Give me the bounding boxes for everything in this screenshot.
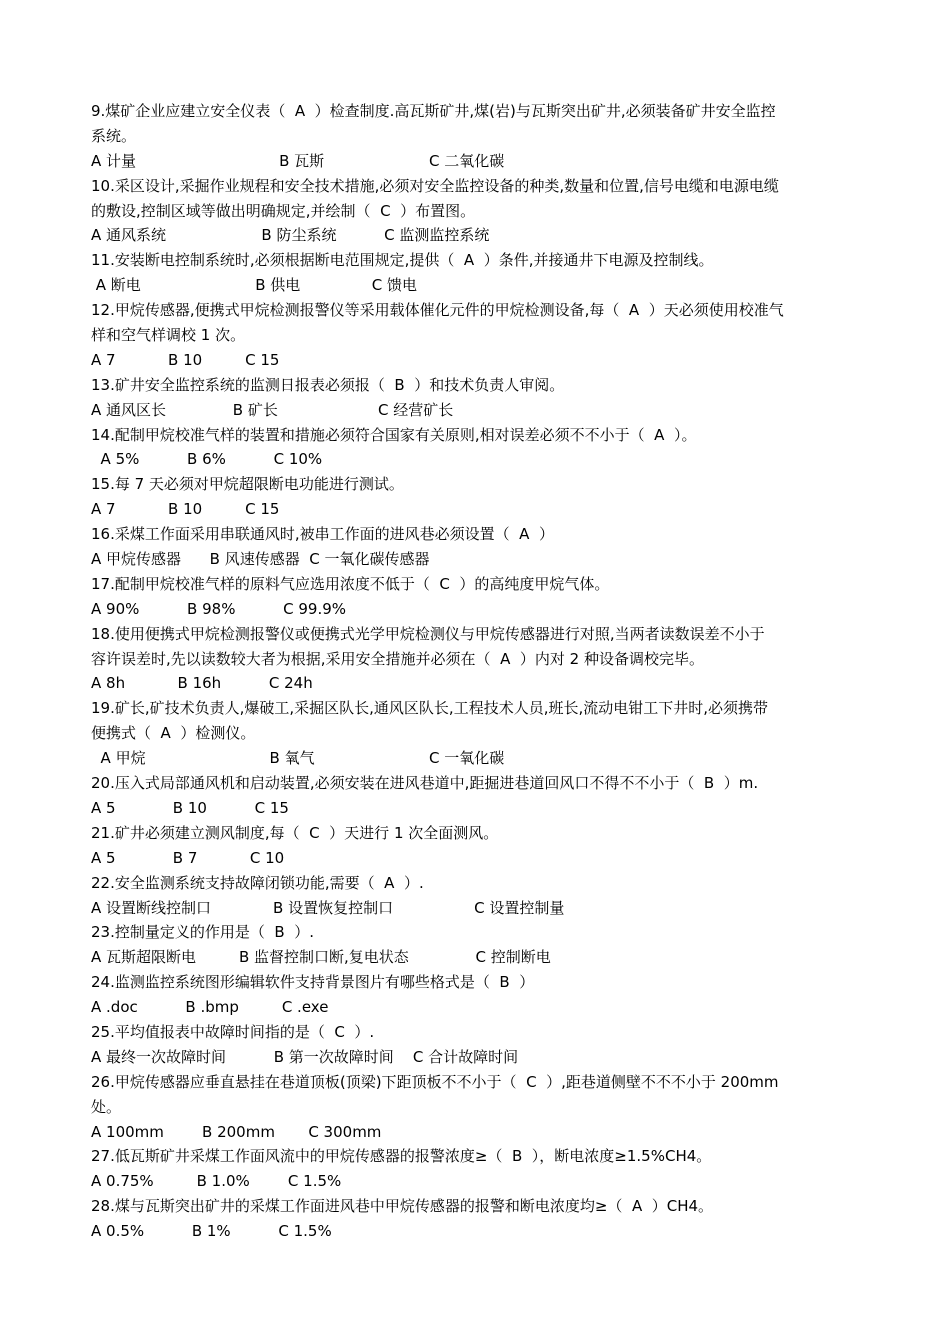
question-12-text-cont: 样和空气样调校 1 次。 (91, 326, 246, 345)
question-21-text: 21.矿井必须建立测风制度,每（ C ）天进行 1 次全面测风。 (91, 823, 499, 842)
question-17-text: 17.配制甲烷校准气样的原料气应选用浓度不低于（ C ）的高纯度甲烷气体。 (91, 574, 610, 593)
question-24-text: 24.监测监控系统图形编辑软件支持背景图片有哪些格式是（ B ） (91, 973, 535, 992)
question-17-options: A 90% B 98% C 99.9% (91, 599, 347, 618)
question-11-text: 11.安装断电控制系统时,必须根据断电范围规定,提供（ A ）条件,并接通井下电源及控制线。 (91, 251, 714, 270)
question-9-text-cont: 系统。 (91, 126, 137, 145)
question-27-text: 27.低瓦斯矿井采煤工作面风流中的甲烷传感器的报警浓度≥（ B ），断电浓度≥1.5%CH4。 (91, 1147, 712, 1166)
question-22-text: 22.安全监测系统支持故障闭锁功能,需要（ A ）. (91, 873, 424, 892)
question-26-text-cont: 处。 (91, 1097, 122, 1116)
question-26-options: A 100mm B 200mm C 300mm (91, 1122, 382, 1141)
question-20-options: A 5 B 10 C 15 (91, 798, 289, 817)
question-26-text: 26.甲烷传感器应垂直悬挂在巷道顶板(顶梁)下距顶板不不小于（ C ）,距巷道侧壁不不不小于 200mm (91, 1072, 779, 1091)
question-15-options: A 7 B 10 C 15 (91, 500, 280, 519)
question-18-text: 18.使用便携式甲烷检测报警仪或便携式光学甲烷检测仪与甲烷传感器进行对照,当两者读数误差不小于 (91, 624, 765, 643)
question-19-text: 19.矿长,矿技术负责人,爆破工,采掘区队长,通风区队长,工程技术人员,班长,流动电钳工下井时,必须携带 (91, 699, 769, 718)
question-23-text: 23.控制量定义的作用是（ B ）. (91, 923, 314, 942)
question-10-options: A 通风系统 B 防尘系统 C 监测监控系统 (91, 226, 490, 245)
question-21-options: A 5 B 7 C 10 (91, 848, 285, 867)
question-12-options: A 7 B 10 C 15 (91, 350, 280, 369)
question-24-options: A .doc B .bmp C .exe (91, 998, 329, 1017)
question-25-text: 25.平均值报表中故障时间指的是（ C ）. (91, 1022, 375, 1041)
question-16-text: 16.采煤工作面采用串联通风时,被串工作面的进风巷必须设置（ A ） (91, 525, 554, 544)
question-27-options: A 0.75% B 1.0% C 1.5% (91, 1172, 342, 1191)
question-13-options: A 通风区长 B 矿长 C 经营矿长 (91, 400, 454, 419)
question-10-text: 10.采区设计,采掘作业规程和安全技术措施,必须对安全监控设备的种类,数量和位置,信号电缆和电源电缆 (91, 176, 779, 195)
question-12-text: 12.甲烷传感器,便携式甲烷检测报警仪等采用载体催化元件的甲烷检测设备,每（ A ）天必须使用校准气 (91, 301, 784, 320)
question-19-text-cont: 便携式（ A ）检测仪。 (91, 724, 256, 743)
question-22-options: A 设置断线控制口 B 设置恢复控制口 C 设置控制量 (91, 898, 565, 917)
question-20-text: 20.压入式局部通风机和启动装置,必须安装在进风巷道中,距掘进巷道回风口不得不不小于（ B ）m. (91, 774, 759, 793)
question-15-text: 15.每 7 天必须对甲烷超限断电功能进行测试。 (91, 475, 404, 494)
question-25-options: A 最终一次故障时间 B 第一次故障时间 C 合计故障时间 (91, 1047, 519, 1066)
question-11-options: A 断电 B 供电 C 馈电 (91, 276, 418, 295)
question-18-text-cont: 容许误差时,先以读数较大者为根据,采用安全措施并必须在（ A ）内对 2 种设备调校完毕。 (91, 649, 704, 668)
question-28-options: A 0.5% B 1% C 1.5% (91, 1222, 332, 1241)
question-16-options: A 甲烷传感器 B 风速传感器 C 一氧化碳传感器 (91, 550, 430, 569)
question-10-text-cont: 的敷设,控制区域等做出明确规定,并绘制（ C ）布置图。 (91, 201, 476, 220)
question-18-options: A 8h B 16h C 24h (91, 674, 313, 693)
document-page (91, 99, 863, 1244)
question-28-text: 28.煤与瓦斯突出矿井的采煤工作面进风巷中甲烷传感器的报警和断电浓度均≥（ A ）CH4。 (91, 1197, 714, 1216)
question-9-text: 9.煤矿企业应建立安全仪表（ A ）检查制度.高瓦斯矿井,煤(岩)与瓦斯突出矿井,必须装备矿井安全监控 (91, 102, 776, 120)
question-14-text: 14.配制甲烷校准气样的装置和措施必须符合国家有关原则,相对误差必须不不小于（ A ）。 (91, 425, 697, 444)
question-23-options: A 瓦斯超限断电 B 监督控制口断,复电状态 C 控制断电 (91, 948, 551, 967)
question-13-text: 13.矿井安全监控系统的监测日报表必须报（ B ）和技术负责人审阅。 (91, 375, 565, 394)
question-19-options: A 甲烷 B 氧气 C 一氧化碳 (91, 749, 505, 768)
question-9-options: A 计量 B 瓦斯 C 二氧化碳 (91, 151, 505, 170)
question-14-options: A 5% B 6% C 10% (91, 450, 323, 469)
